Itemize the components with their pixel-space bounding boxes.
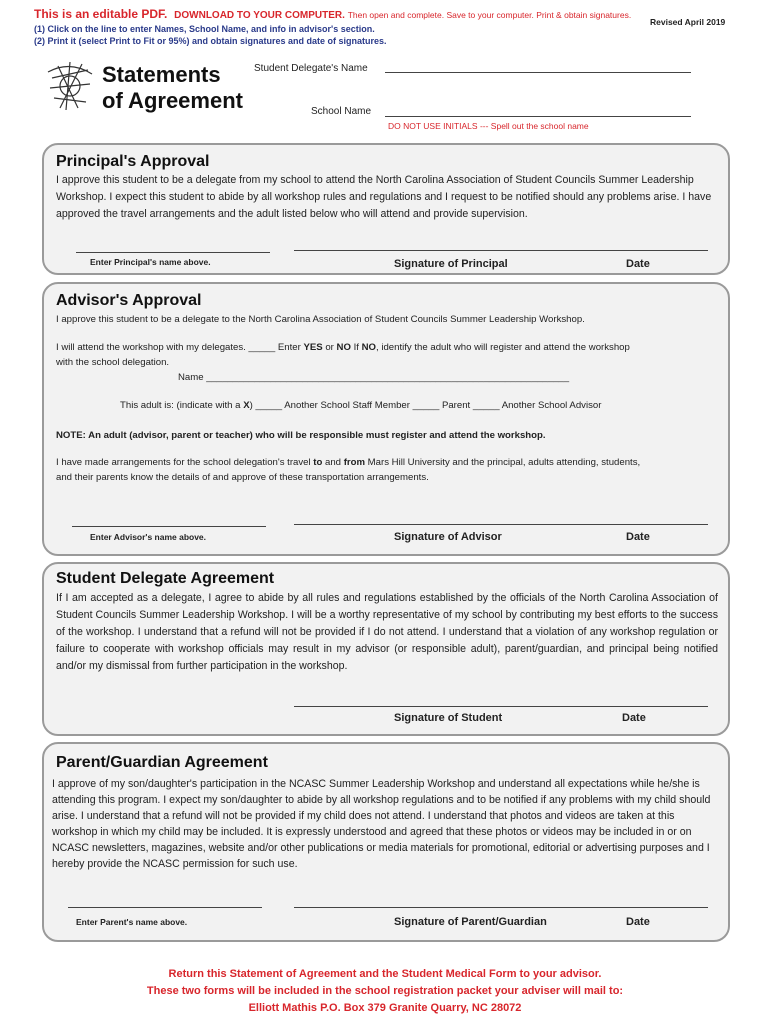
title-line-1: Statements <box>102 62 221 87</box>
advisor-attend-text: I will attend the workshop with my delegates. _____ Enter YES or NO If NO, identify the adult who will register and attend the workshop with the school delegation. <box>56 342 630 368</box>
advisor-name-field[interactable] <box>72 526 266 527</box>
advisor-date-label: Date <box>626 531 650 543</box>
advisor-signature-line[interactable] <box>294 524 708 525</box>
revised-date: Revised April 2019 <box>650 17 726 27</box>
download-notice: DOWNLOAD TO YOUR COMPUTER. <box>174 10 345 21</box>
student-text: If I am accepted as a delegate, I agree to abide by all rules and regulations established by the officials of the North Carolina Association of Student Councils Summer Leadership Workshop. I will be a worthy representative of my school by contributing my best efforts to the success of the workshop. I understand that a refund will not be provided if I do not attend. I understand that a violation of any workshop regulation or failure to cooperate with workshop officials may result in my advisor (or responsible adult), parent/guardian, and principal being notified and/or my dismissal from further participation in the workshop. <box>56 592 718 672</box>
principal-name-field[interactable] <box>76 252 270 253</box>
delegate-name-label: Student Delegate's Name <box>254 63 368 74</box>
advisor-note: NOTE: An adult (advisor, parent or teacher) who will be responsible must register and attend the workshop. <box>56 430 546 441</box>
advisor-travel-text: I have made arrangements for the school delegation's travel to and from Mars Hill University and the principal, adults attending, students, and their parents know the details of and approve of these transportation arrangements. <box>56 457 641 483</box>
form-title <box>102 62 243 114</box>
editable-pdf-notice: This is an editable PDF. <box>34 7 168 21</box>
principal-approval-section <box>42 143 730 275</box>
advisor-approval-section <box>42 282 730 556</box>
parent-name-label: Enter Parent's name above. <box>76 917 188 927</box>
principal-date-label: Date <box>626 258 650 270</box>
school-name-note: DO NOT USE INITIALS --- Spell out the school name <box>388 121 589 131</box>
school-name-field[interactable] <box>385 116 691 117</box>
editable-notice <box>34 8 654 47</box>
footer-packet-note: These two forms will be included in the school registration packet your adviser will mail to: <box>146 985 624 997</box>
principal-title: Principal's Approval <box>56 153 210 170</box>
student-title: Student Delegate Agreement <box>56 570 275 587</box>
principal-signature-label: Signature of Principal <box>394 258 508 270</box>
school-name-label: School Name <box>311 106 372 117</box>
parent-agreement-section <box>42 742 730 942</box>
parent-name-field[interactable] <box>68 907 262 908</box>
footer-return-note: Return this Statement of Agreement and the Student Medical Form to your advisor. <box>168 968 602 980</box>
parent-date-label: Date <box>626 916 650 928</box>
footer-address: Elliott Mathis P.O. Box 379 Granite Quarry, NC 28072 <box>248 1002 522 1014</box>
advisor-signature-label: Signature of Advisor <box>394 531 502 543</box>
advisor-name-label: Enter Advisor's name above. <box>90 532 207 542</box>
advisor-approve-text: I approve this student to be a delegate to the North Carolina Association of Student Councils Summer Leadership Workshop. <box>56 314 585 325</box>
parent-signature-line[interactable] <box>294 907 708 908</box>
delegate-name-field[interactable] <box>385 72 691 73</box>
student-agreement-section <box>42 562 730 736</box>
parent-title: Parent/Guardian Agreement <box>56 754 268 771</box>
advisor-title: Advisor's Approval <box>56 292 202 309</box>
student-date-label: Date <box>622 712 646 724</box>
adult-name-field[interactable]: Name ____________________________________________________________________ <box>178 372 570 383</box>
adult-type-text[interactable]: This adult is: (indicate with a X) _____ Another School Staff Member _____ Parent _____ Another School Advisor <box>120 400 602 411</box>
instruction-2: (2) Print it (select Print to Fit or 95%) and obtain signatures and date of signatures. <box>34 36 387 46</box>
principal-signature-line[interactable] <box>294 250 708 251</box>
principal-name-label: Enter Principal's name above. <box>90 257 211 267</box>
title-line-2: of Agreement <box>102 88 243 113</box>
student-signature-line[interactable] <box>294 706 708 707</box>
instruction-1: (1) Click on the line to enter Names, School Name, and info in advisor's section. <box>34 24 375 34</box>
ncasc-logo <box>44 58 96 114</box>
parent-text: I approve of my son/daughter's participation in the NCASC Summer Leadership Workshop and understand all expectations while he/she is attending this program. I expect my son/daughter to abide by all workshop regulations and to be notified if any problems with my child should arise. I understand that a refund will not be provided if my child does not attend. I understand that photos and videos are taken at this workshop in which my child may be included. It is expressly understood and agreed that these photos or videos may be included in or on NCASC newsletters, magazines, website and/or other publications or media materials for promotional, editorial or advertising purposes and I hereby provide the NCASC permission for such use. <box>52 778 711 870</box>
complete-notice: Then open and complete. Save to your computer. Print & obtain signatures. <box>347 10 632 20</box>
student-signature-label: Signature of Student <box>394 712 503 724</box>
parent-signature-label: Signature of Parent/Guardian <box>394 916 547 928</box>
principal-text: I approve this student to be a delegate from my school to attend the North Carolina Association of Student Councils Summer Leadership Workshop. I expect this student to abide by all workshop rules and regulations and I request to be notified should any problems arise. I have approved the travel arrangements and the adult listed below who will attend and provide supervision. <box>56 174 712 220</box>
